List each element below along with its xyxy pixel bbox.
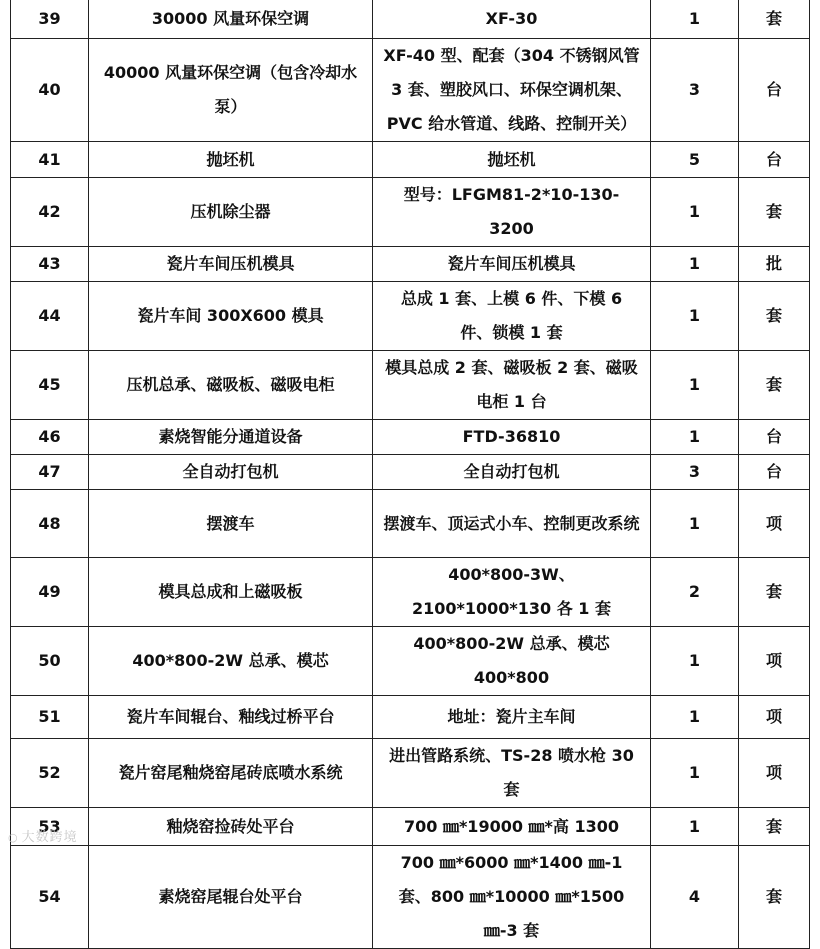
row-number: 50: [11, 627, 89, 696]
equipment-spec: 模具总成 2 套、磁吸板 2 套、磁吸电柜 1 台: [373, 351, 651, 420]
unit: 套: [739, 282, 810, 351]
unit: 套: [739, 846, 810, 949]
unit: 项: [739, 696, 810, 739]
equipment-name: 模具总成和上磁吸板: [89, 558, 373, 627]
unit: 台: [739, 455, 810, 490]
unit: 套: [739, 178, 810, 247]
watermark: [8, 826, 78, 845]
row-number: 43: [11, 247, 89, 282]
table-row: [11, 142, 810, 178]
equipment-name: 瓷片窑尾釉烧窑尾砖底喷水系统: [89, 739, 373, 808]
quantity: 1: [651, 247, 739, 282]
equipment-spec: 700 ㎜*6000 ㎜*1400 ㎜-1 套、800 ㎜*10000 ㎜*1500 ㎜-3 套: [373, 846, 651, 949]
row-number: 54: [11, 846, 89, 949]
table-row: [11, 282, 810, 351]
equipment-spec: XF-40 型、配套（304 不锈钢风管 3 套、塑胶风口、环保空调机架、PVC 给水管道、线路、控制开关）: [373, 39, 651, 142]
table-row: [11, 0, 810, 39]
quantity: 1: [651, 420, 739, 455]
row-number: 40: [11, 39, 89, 142]
equipment-spec: 进出管路系统、TS-28 喷水枪 30 套: [373, 739, 651, 808]
unit: 套: [739, 351, 810, 420]
equipment-name: 全自动打包机: [89, 455, 373, 490]
quantity: 1: [651, 0, 739, 39]
quantity: 4: [651, 846, 739, 949]
equipment-spec: XF-30: [373, 0, 651, 39]
equipment-spec: 地址：瓷片主车间: [373, 696, 651, 739]
equipment-spec: 抛坯机: [373, 142, 651, 178]
table-row: [11, 247, 810, 282]
unit: 台: [739, 39, 810, 142]
equipment-name: 压机总承、磁吸板、磁吸电柜: [89, 351, 373, 420]
row-number: 41: [11, 142, 89, 178]
equipment-spec: FTD-36810: [373, 420, 651, 455]
equipment-spec: 400*800-2W 总承、模芯 400*800: [373, 627, 651, 696]
quantity: 1: [651, 696, 739, 739]
unit: 套: [739, 0, 810, 39]
quantity: 1: [651, 282, 739, 351]
equipment-spec: 全自动打包机: [373, 455, 651, 490]
table-row: [11, 455, 810, 490]
row-number: 39: [11, 0, 89, 39]
row-number: 45: [11, 351, 89, 420]
quantity: 1: [651, 351, 739, 420]
quantity: 1: [651, 490, 739, 558]
table-row: [11, 846, 810, 949]
quantity: 3: [651, 455, 739, 490]
row-number: 51: [11, 696, 89, 739]
unit: 套: [739, 558, 810, 627]
row-number: 53: [11, 808, 89, 846]
unit: 项: [739, 490, 810, 558]
equipment-table: [10, 0, 810, 949]
equipment-name: 素烧窑尾辊台处平台: [89, 846, 373, 949]
equipment-spec: 摆渡车、顶运式小车、控制更改系统: [373, 490, 651, 558]
equipment-name: 摆渡车: [89, 490, 373, 558]
unit: 套: [739, 808, 810, 846]
equipment-spec: 总成 1 套、上模 6 件、下模 6 件、锁模 1 套: [373, 282, 651, 351]
equipment-name: 400*800-2W 总承、模芯: [89, 627, 373, 696]
equipment-spec: 700 ㎜*19000 ㎜*高 1300: [373, 808, 651, 846]
table-row: [11, 490, 810, 558]
table-row: [11, 696, 810, 739]
row-number: 42: [11, 178, 89, 247]
equipment-name: 30000 风量环保空调: [89, 0, 373, 39]
quantity: 1: [651, 739, 739, 808]
row-number: 46: [11, 420, 89, 455]
row-number: 48: [11, 490, 89, 558]
equipment-name: 瓷片车间压机模具: [89, 247, 373, 282]
table-row: [11, 178, 810, 247]
row-number: 52: [11, 739, 89, 808]
table-row: [11, 558, 810, 627]
equipment-name: 瓷片车间 300X600 模具: [89, 282, 373, 351]
table-row: [11, 420, 810, 455]
quantity: 3: [651, 39, 739, 142]
unit: 项: [739, 627, 810, 696]
table-row: [11, 351, 810, 420]
watermark-text: 大数跨境: [21, 830, 78, 845]
row-number: 47: [11, 455, 89, 490]
equipment-name: 瓷片车间辊台、釉线过桥平台: [89, 696, 373, 739]
row-number: 49: [11, 558, 89, 627]
equipment-name: 釉烧窑捡砖处平台: [89, 808, 373, 846]
equipment-spec: 瓷片车间压机模具: [373, 247, 651, 282]
quantity: 5: [651, 142, 739, 178]
quantity: 1: [651, 627, 739, 696]
table-row: [11, 39, 810, 142]
unit: 台: [739, 420, 810, 455]
unit: 批: [739, 247, 810, 282]
row-number: 44: [11, 282, 89, 351]
quantity: 1: [651, 178, 739, 247]
equipment-spec: 400*800-3W、2100*1000*130 各 1 套: [373, 558, 651, 627]
quantity: 2: [651, 558, 739, 627]
equipment-spec: 型号：LFGM81-2*10-130-3200: [373, 178, 651, 247]
table-row: [11, 808, 810, 846]
table-row: [11, 739, 810, 808]
table-row: [11, 627, 810, 696]
equipment-name: 抛坯机: [89, 142, 373, 178]
table-body: [11, 0, 810, 949]
wechat-icon: ○: [8, 831, 19, 844]
equipment-name: 素烧智能分通道设备: [89, 420, 373, 455]
equipment-name: 40000 风量环保空调（包含冷却水泵）: [89, 39, 373, 142]
unit: 台: [739, 142, 810, 178]
quantity: 1: [651, 808, 739, 846]
unit: 项: [739, 739, 810, 808]
equipment-name: 压机除尘器: [89, 178, 373, 247]
